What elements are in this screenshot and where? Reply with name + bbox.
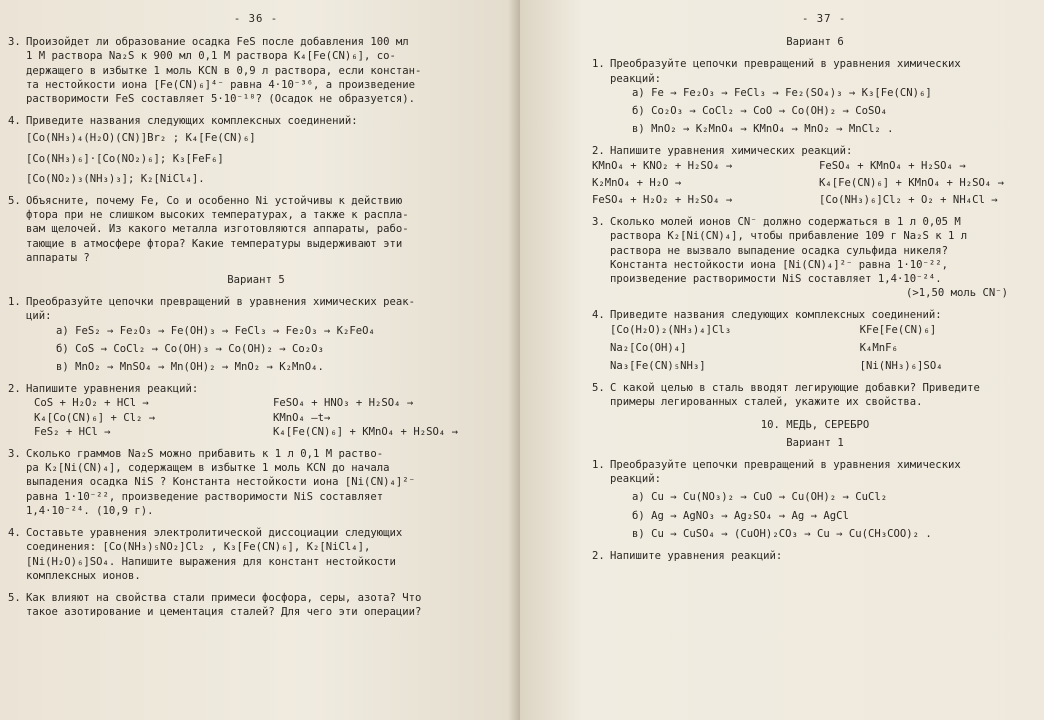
equation: K₄[Fe(CN)₆] + KMnO₄ + H₂SO₄ → — [819, 176, 1004, 189]
variant5-question-4 — [8, 526, 504, 583]
question-text: Преобразуйте цепочки превращений в уравнения химических реак- — [26, 296, 416, 309]
question-number: 4. — [592, 309, 605, 322]
question-text: Как влияют на свойства стали примеси фосфора, серы, азота? Что — [26, 591, 422, 604]
reaction-chain: б) Co₂O₃ → CoCl₂ → CoO → Co(OH)₂ → CoSO₄ — [632, 105, 888, 118]
question-text: Объясните, почему Fe, Co и особенно Ni устойчивы к действию — [26, 195, 403, 208]
variant1-question-1 — [592, 458, 1038, 541]
question-number: 2. — [592, 550, 605, 563]
variant6-question-4 — [592, 308, 1038, 373]
left-page — [0, 0, 520, 720]
variant-heading: Вариант 1 — [786, 436, 844, 449]
question-text: тающие в атмосфере фтора? Какие температуры выдерживают эти — [26, 237, 403, 250]
variant5-question-2 — [8, 382, 504, 439]
reaction-chain: б) CoS → CoCl₂ → Co(OH)₃ → Co(OH)₂ → Co₂O₃ — [56, 342, 324, 355]
variant5-question-5 — [8, 591, 504, 619]
equation: KMnO₄ + KNO₂ + H₂SO₄ → — [592, 159, 733, 172]
equation: FeSO₄ + HNO₃ + H₂SO₄ → — [273, 397, 414, 410]
question-text: реакций: — [610, 473, 662, 486]
equation: KMnO₄ —t→ — [273, 411, 331, 424]
section-heading: 10. МЕДЬ, СЕРЕБРО — [760, 418, 870, 431]
equation: CoS + H₂O₂ + HCl → — [34, 397, 149, 410]
reaction-chain: в) MnO₂ → K₂MnO₄ → KMnO₄ → MnO₂ → MnCl₂ . — [632, 123, 894, 136]
question-5 — [8, 194, 504, 265]
question-number: 2. — [592, 145, 605, 158]
variant-heading: Вариант 6 — [786, 36, 844, 49]
variant6-question-2 — [592, 144, 1038, 207]
compound-grid — [592, 323, 1038, 374]
question-text: Приведите названия следующих комплексных соединений: — [26, 115, 358, 128]
question-text: та нестойкости иона [Fe(CN)₆]⁴⁻ равна 4·10⁻³⁶, а произведение — [26, 78, 416, 91]
reaction-chain: а) Cu → Cu(NO₃)₂ → CuO → Cu(OH)₂ → CuCl₂ — [632, 491, 888, 504]
question-number: 5. — [8, 591, 21, 604]
variant6-question-5 — [592, 381, 1038, 409]
equation: K₄[Fe(CN)₆] + KMnO₄ + H₂SO₄ → — [273, 425, 458, 438]
question-text: растворимости FeS составляет 5·10⁻¹⁸? (Осадок не образуется). — [26, 93, 416, 106]
question-number: 5. — [8, 195, 21, 208]
question-text: держащего в избытке 1 моль KCN в 0,9 л раствора, если констан- — [26, 64, 422, 77]
question-text: соединения: [Co(NH₃)₅NO₂]Cl₂ , K₃[Fe(CN)₆], K₂[NiCl₄], — [26, 541, 371, 554]
question-number: 1. — [592, 58, 605, 71]
question-text: Напишите уравнения реакций: — [26, 383, 199, 396]
question-text: Преобразуйте цепочки превращений в уравнения химических — [610, 459, 961, 472]
question-text: Напишите уравнения реакций: — [610, 550, 783, 563]
compound: K₄MnF₆ — [859, 341, 898, 354]
question-text: раствора K₂[Ni(CN)₄], чтобы прибавление 109 г Na₂S к 1 л — [610, 230, 968, 243]
question-number: 3. — [8, 36, 21, 49]
question-text: Константа нестойкости иона [Ni(CN)₄]²⁻ равна 1·10⁻²², — [610, 258, 949, 271]
question-text: вам щелочей. Из какого металла изготовляются аппараты, рабо- — [26, 223, 409, 236]
reaction-chain: в) MnO₂ → MnSO₄ → Mn(OH)₂ → MnO₂ → K₂MnO₄. — [56, 361, 324, 374]
equation-grid — [8, 396, 504, 439]
compound: Na₂[Co(OH)₄] — [610, 341, 687, 354]
question-text: ций: — [26, 310, 52, 323]
equation: FeSO₄ + H₂O₂ + H₂SO₄ → — [592, 194, 733, 207]
question-number: 3. — [592, 216, 605, 229]
question-text: [Ni(H₂O)₆]SO₄. Напишите выражения для констант нестойкости — [26, 555, 396, 568]
compound: KFe[Fe(CN)₆] — [859, 323, 937, 336]
equation: FeS₂ + HCl → — [34, 425, 111, 438]
question-number: 2. — [8, 383, 21, 396]
compound: [Co(H₂O)₂(NH₃)₄]Cl₃ — [610, 323, 732, 336]
variant5-question-3 — [8, 447, 504, 518]
question-text: Сколько молей ионов CN⁻ должно содержаться в 1 л 0,05 М — [610, 216, 961, 229]
question-text: произведение растворимости NiS составляет 1,4·10⁻²⁴. — [610, 273, 942, 286]
equation-grid — [592, 159, 1038, 208]
variant5-question-1 — [8, 295, 504, 374]
reaction-chain: в) Cu → CuSO₄ → (CuOH)₂CO₃ → Cu → Cu(CH₃COO)₂ . — [632, 527, 932, 540]
question-number: 4. — [8, 527, 21, 540]
question-text: выпадения осадка NiS ? Константа нестойкости иона [Ni(CN)₄]²⁻ — [26, 476, 416, 489]
reaction-chain: а) FeS₂ → Fe₂O₃ → Fe(OH)₃ → FeCl₃ → Fe₂O₃ → K₂FeO₄ — [56, 324, 375, 337]
variant6-question-1 — [592, 57, 1038, 136]
question-4 — [8, 114, 504, 186]
equation: K₄[Co(CN)₆] + Cl₂ → — [34, 411, 156, 424]
compound: Na₃[Fe(CN)₅NH₃] — [610, 360, 706, 373]
variant-heading: Вариант 5 — [227, 274, 285, 287]
question-3 — [8, 35, 504, 106]
equation: FeSO₄ + KMnO₄ + H₂SO₄ → — [819, 159, 966, 172]
formula-row: [Co(NH₃)₆]·[Co(NO₂)₆]; K₃[FeF₆] — [26, 152, 224, 165]
question-text: Приведите названия следующих комплексных соединений: — [610, 309, 942, 322]
answer-text: (>1,50 моль CN⁻) — [905, 287, 1008, 300]
question-text: Составьте уравнения электролитической диссоциации следующих — [26, 527, 403, 540]
formula-row: [Co(NH₃)₄(H₂O)(CN)]Br₂ ; K₄[Fe(CN)₆] — [26, 132, 256, 145]
question-text: фтора при не слишком высоких температурах, а также к распла- — [26, 209, 409, 222]
question-text: Напишите уравнения химических реакций: — [610, 145, 853, 158]
question-text: реакций: — [610, 72, 662, 85]
question-text: С какой целью в сталь вводят легирующие добавки? Приведите — [610, 382, 980, 395]
question-number: 1. — [592, 459, 605, 472]
question-text: ра K₂[Ni(CN)₄], содержащем в избытке 1 моль KCN до начала — [26, 462, 390, 475]
question-number: 3. — [8, 448, 21, 461]
question-text: раствора не вызвало выпадение осадка сульфида никеля? — [610, 244, 949, 257]
right-page — [520, 0, 1044, 720]
question-text: Произойдет ли образование осадка FeS после добавления 100 мл — [26, 36, 409, 49]
question-text: 1,4·10⁻²⁴. (10,9 г). — [26, 504, 154, 517]
reaction-chain: а) Fe → Fe₂O₃ → FeCl₃ → Fe₂(SO₄)₃ → K₃[Fe(CN)₆] — [632, 86, 932, 99]
equation: K₂MnO₄ + H₂O → — [592, 176, 682, 189]
compound: [Ni(NH₃)₆]SO₄ — [859, 360, 943, 373]
variant1-question-2 — [592, 549, 1038, 563]
question-number: 5. — [592, 382, 605, 395]
question-text: такое азотирование и цементация сталей? Для чего эти операции? — [26, 606, 422, 619]
page-number: - 36 - — [233, 13, 279, 25]
variant6-question-3 — [592, 215, 1038, 300]
reaction-chain: б) Ag → AgNO₃ → Ag₂SO₄ → Ag → AgCl — [632, 509, 849, 522]
question-number: 4. — [8, 115, 21, 128]
question-text: 1 М раствора Na₂S к 900 мл 0,1 М раствора K₄[Fe(CN)₆], со- — [26, 50, 396, 63]
question-text: примеры легированных сталей, укажите их свойства. — [610, 396, 923, 409]
question-text: равна 1·10⁻²², произведение растворимости NiS составляет — [26, 490, 384, 503]
formula-row: [Co(NO₂)₃(NH₃)₃]; K₂[NiCl₄]. — [26, 172, 205, 185]
question-text: Сколько граммов Na₂S можно прибавить к 1 л 0,1 М раство- — [26, 448, 384, 461]
question-number: 1. — [8, 296, 21, 309]
equation: [Co(NH₃)₆]Cl₂ + O₂ + NH₄Cl → — [819, 194, 998, 207]
question-text: Преобразуйте цепочки превращений в уравнения химических — [610, 58, 961, 71]
page-number: - 37 - — [802, 13, 847, 25]
question-text: аппараты ? — [26, 251, 90, 264]
question-text: комплексных ионов. — [26, 569, 141, 582]
